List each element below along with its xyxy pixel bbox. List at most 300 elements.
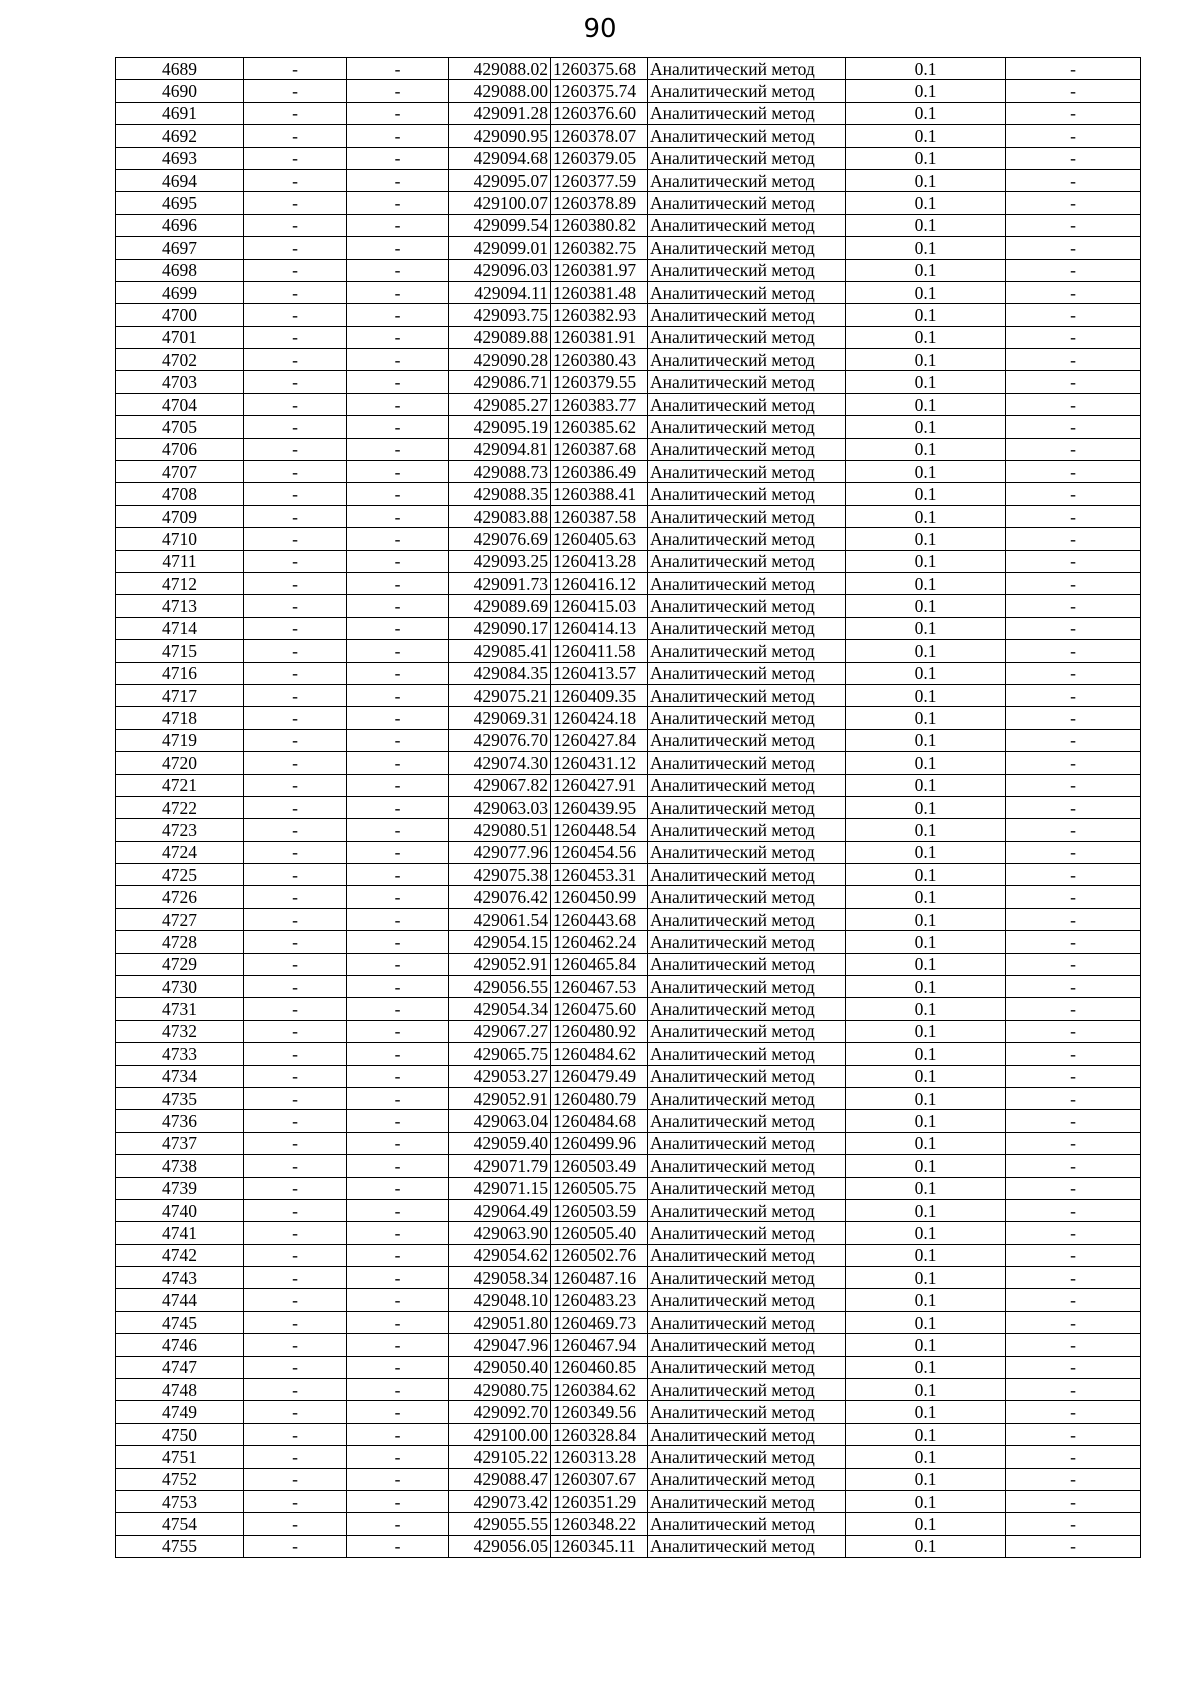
x-coordinate-cell: 429052.91 — [449, 1087, 551, 1109]
point-number-cell: 4713 — [116, 595, 244, 617]
y-coordinate-cell: 1260381.48 — [551, 281, 648, 303]
empty-value-cell: - — [244, 147, 347, 169]
point-number-cell: 4740 — [116, 1199, 244, 1221]
empty-value-cell: - — [244, 1513, 347, 1535]
method-cell: Аналитический метод — [648, 1177, 846, 1199]
point-number-cell: 4719 — [116, 729, 244, 751]
y-coordinate-cell: 1260505.40 — [551, 1222, 648, 1244]
method-cell: Аналитический метод — [648, 864, 846, 886]
y-coordinate-cell: 1260375.74 — [551, 80, 648, 102]
y-coordinate-cell: 1260386.49 — [551, 461, 648, 483]
x-coordinate-cell: 429058.34 — [449, 1267, 551, 1289]
empty-value-cell: - — [1006, 1110, 1141, 1132]
point-number-cell: 4738 — [116, 1155, 244, 1177]
method-cell: Аналитический метод — [648, 1020, 846, 1042]
empty-value-cell: - — [347, 595, 449, 617]
method-cell: Аналитический метод — [648, 1334, 846, 1356]
accuracy-cell: 0.1 — [846, 1244, 1006, 1266]
empty-value-cell: - — [1006, 729, 1141, 751]
empty-value-cell: - — [244, 550, 347, 572]
accuracy-cell: 0.1 — [846, 774, 1006, 796]
x-coordinate-cell: 429063.03 — [449, 796, 551, 818]
empty-value-cell: - — [1006, 80, 1141, 102]
table-row — [116, 1311, 1141, 1333]
point-number-cell: 4720 — [116, 752, 244, 774]
accuracy-cell: 0.1 — [846, 1334, 1006, 1356]
x-coordinate-cell: 429059.40 — [449, 1132, 551, 1154]
empty-value-cell: - — [244, 438, 347, 460]
empty-value-cell: - — [244, 1334, 347, 1356]
method-cell: Аналитический метод — [648, 1423, 846, 1445]
accuracy-cell: 0.1 — [846, 1177, 1006, 1199]
x-coordinate-cell: 429088.00 — [449, 80, 551, 102]
x-coordinate-cell: 429088.02 — [449, 58, 551, 80]
point-number-cell: 4709 — [116, 505, 244, 527]
empty-value-cell: - — [244, 1177, 347, 1199]
method-cell: Аналитический метод — [648, 102, 846, 124]
y-coordinate-cell: 1260381.97 — [551, 259, 648, 281]
empty-value-cell: - — [1006, 58, 1141, 80]
empty-value-cell: - — [347, 1401, 449, 1423]
y-coordinate-cell: 1260448.54 — [551, 819, 648, 841]
method-cell: Аналитический метод — [648, 976, 846, 998]
method-cell: Аналитический метод — [648, 147, 846, 169]
method-cell: Аналитический метод — [648, 1356, 846, 1378]
empty-value-cell: - — [1006, 147, 1141, 169]
empty-value-cell: - — [347, 662, 449, 684]
empty-value-cell: - — [1006, 1244, 1141, 1266]
point-number-cell: 4752 — [116, 1468, 244, 1490]
point-number-cell: 4708 — [116, 483, 244, 505]
empty-value-cell: - — [347, 1334, 449, 1356]
x-coordinate-cell: 429094.68 — [449, 147, 551, 169]
table-row — [116, 102, 1141, 124]
table-row — [116, 752, 1141, 774]
y-coordinate-cell: 1260348.22 — [551, 1513, 648, 1535]
empty-value-cell: - — [244, 617, 347, 639]
accuracy-cell: 0.1 — [846, 572, 1006, 594]
y-coordinate-cell: 1260503.59 — [551, 1199, 648, 1221]
empty-value-cell: - — [1006, 169, 1141, 191]
empty-value-cell: - — [1006, 931, 1141, 953]
method-cell: Аналитический метод — [648, 528, 846, 550]
point-number-cell: 4707 — [116, 461, 244, 483]
point-number-cell: 4706 — [116, 438, 244, 460]
x-coordinate-cell: 429054.62 — [449, 1244, 551, 1266]
method-cell: Аналитический метод — [648, 1379, 846, 1401]
y-coordinate-cell: 1260388.41 — [551, 483, 648, 505]
empty-value-cell: - — [347, 214, 449, 236]
accuracy-cell: 0.1 — [846, 752, 1006, 774]
empty-value-cell: - — [347, 125, 449, 147]
y-coordinate-cell: 1260405.63 — [551, 528, 648, 550]
empty-value-cell: - — [347, 796, 449, 818]
empty-value-cell: - — [1006, 1199, 1141, 1221]
empty-value-cell: - — [347, 1267, 449, 1289]
point-number-cell: 4747 — [116, 1356, 244, 1378]
accuracy-cell: 0.1 — [846, 438, 1006, 460]
empty-value-cell: - — [1006, 1334, 1141, 1356]
table-row — [116, 461, 1141, 483]
table-row — [116, 864, 1141, 886]
empty-value-cell: - — [347, 371, 449, 393]
accuracy-cell: 0.1 — [846, 259, 1006, 281]
empty-value-cell: - — [1006, 841, 1141, 863]
x-coordinate-cell: 429051.80 — [449, 1311, 551, 1333]
x-coordinate-cell: 429050.40 — [449, 1356, 551, 1378]
empty-value-cell: - — [244, 707, 347, 729]
table-row — [116, 684, 1141, 706]
method-cell: Аналитический метод — [648, 1446, 846, 1468]
point-number-cell: 4744 — [116, 1289, 244, 1311]
accuracy-cell: 0.1 — [846, 281, 1006, 303]
accuracy-cell: 0.1 — [846, 1043, 1006, 1065]
x-coordinate-cell: 429099.01 — [449, 237, 551, 259]
empty-value-cell: - — [347, 864, 449, 886]
y-coordinate-cell: 1260380.43 — [551, 349, 648, 371]
accuracy-cell: 0.1 — [846, 1311, 1006, 1333]
point-number-cell: 4705 — [116, 416, 244, 438]
accuracy-cell: 0.1 — [846, 461, 1006, 483]
y-coordinate-cell: 1260484.62 — [551, 1043, 648, 1065]
table-row — [116, 819, 1141, 841]
empty-value-cell: - — [347, 908, 449, 930]
empty-value-cell: - — [1006, 908, 1141, 930]
empty-value-cell: - — [1006, 752, 1141, 774]
accuracy-cell: 0.1 — [846, 1132, 1006, 1154]
method-cell: Аналитический метод — [648, 886, 846, 908]
empty-value-cell: - — [244, 1491, 347, 1513]
point-number-cell: 4694 — [116, 169, 244, 191]
empty-value-cell: - — [1006, 595, 1141, 617]
y-coordinate-cell: 1260502.76 — [551, 1244, 648, 1266]
empty-value-cell: - — [347, 528, 449, 550]
empty-value-cell: - — [1006, 1491, 1141, 1513]
y-coordinate-cell: 1260439.95 — [551, 796, 648, 818]
point-number-cell: 4751 — [116, 1446, 244, 1468]
y-coordinate-cell: 1260505.75 — [551, 1177, 648, 1199]
x-coordinate-cell: 429088.73 — [449, 461, 551, 483]
point-number-cell: 4743 — [116, 1267, 244, 1289]
accuracy-cell: 0.1 — [846, 1110, 1006, 1132]
point-number-cell: 4736 — [116, 1110, 244, 1132]
point-number-cell: 4726 — [116, 886, 244, 908]
accuracy-cell: 0.1 — [846, 864, 1006, 886]
point-number-cell: 4753 — [116, 1491, 244, 1513]
accuracy-cell: 0.1 — [846, 371, 1006, 393]
method-cell: Аналитический метод — [648, 349, 846, 371]
empty-value-cell: - — [1006, 1423, 1141, 1445]
accuracy-cell: 0.1 — [846, 1020, 1006, 1042]
empty-value-cell: - — [1006, 1311, 1141, 1333]
empty-value-cell: - — [244, 998, 347, 1020]
method-cell: Аналитический метод — [648, 1155, 846, 1177]
empty-value-cell: - — [347, 640, 449, 662]
empty-value-cell: - — [347, 998, 449, 1020]
table-row — [116, 1446, 1141, 1468]
empty-value-cell: - — [1006, 304, 1141, 326]
table-row — [116, 237, 1141, 259]
accuracy-cell: 0.1 — [846, 125, 1006, 147]
method-cell: Аналитический метод — [648, 729, 846, 751]
accuracy-cell: 0.1 — [846, 998, 1006, 1020]
x-coordinate-cell: 429099.54 — [449, 214, 551, 236]
method-cell: Аналитический метод — [648, 908, 846, 930]
empty-value-cell: - — [244, 214, 347, 236]
empty-value-cell: - — [347, 416, 449, 438]
method-cell: Аналитический метод — [648, 483, 846, 505]
empty-value-cell: - — [1006, 1535, 1141, 1557]
empty-value-cell: - — [1006, 416, 1141, 438]
empty-value-cell: - — [347, 1446, 449, 1468]
method-cell: Аналитический метод — [648, 1513, 846, 1535]
empty-value-cell: - — [1006, 1379, 1141, 1401]
accuracy-cell: 0.1 — [846, 169, 1006, 191]
empty-value-cell: - — [244, 595, 347, 617]
table-row — [116, 393, 1141, 415]
point-number-cell: 4700 — [116, 304, 244, 326]
table-row — [116, 214, 1141, 236]
empty-value-cell: - — [347, 550, 449, 572]
empty-value-cell: - — [244, 976, 347, 998]
empty-value-cell: - — [1006, 326, 1141, 348]
empty-value-cell: - — [1006, 550, 1141, 572]
empty-value-cell: - — [347, 1535, 449, 1557]
empty-value-cell: - — [244, 1423, 347, 1445]
x-coordinate-cell: 429063.04 — [449, 1110, 551, 1132]
x-coordinate-cell: 429093.75 — [449, 304, 551, 326]
accuracy-cell: 0.1 — [846, 416, 1006, 438]
table-row — [116, 326, 1141, 348]
accuracy-cell: 0.1 — [846, 1423, 1006, 1445]
empty-value-cell: - — [347, 1356, 449, 1378]
empty-value-cell: - — [1006, 102, 1141, 124]
empty-value-cell: - — [1006, 281, 1141, 303]
empty-value-cell: - — [244, 841, 347, 863]
accuracy-cell: 0.1 — [846, 1155, 1006, 1177]
empty-value-cell: - — [347, 326, 449, 348]
x-coordinate-cell: 429090.17 — [449, 617, 551, 639]
accuracy-cell: 0.1 — [846, 1446, 1006, 1468]
empty-value-cell: - — [1006, 640, 1141, 662]
empty-value-cell: - — [347, 1020, 449, 1042]
empty-value-cell: - — [244, 886, 347, 908]
y-coordinate-cell: 1260479.49 — [551, 1065, 648, 1087]
y-coordinate-cell: 1260499.96 — [551, 1132, 648, 1154]
y-coordinate-cell: 1260313.28 — [551, 1446, 648, 1468]
y-coordinate-cell: 1260416.12 — [551, 572, 648, 594]
method-cell: Аналитический метод — [648, 998, 846, 1020]
empty-value-cell: - — [1006, 237, 1141, 259]
table-row — [116, 1222, 1141, 1244]
point-number-cell: 4699 — [116, 281, 244, 303]
method-cell: Аналитический метод — [648, 1222, 846, 1244]
table-row — [116, 1244, 1141, 1266]
empty-value-cell: - — [347, 1199, 449, 1221]
empty-value-cell: - — [244, 640, 347, 662]
table-row — [116, 505, 1141, 527]
x-coordinate-cell: 429071.15 — [449, 1177, 551, 1199]
y-coordinate-cell: 1260480.79 — [551, 1087, 648, 1109]
empty-value-cell: - — [244, 1446, 347, 1468]
y-coordinate-cell: 1260376.60 — [551, 102, 648, 124]
y-coordinate-cell: 1260413.57 — [551, 662, 648, 684]
empty-value-cell: - — [244, 931, 347, 953]
empty-value-cell: - — [244, 1065, 347, 1087]
y-coordinate-cell: 1260379.55 — [551, 371, 648, 393]
method-cell: Аналитический метод — [648, 393, 846, 415]
empty-value-cell: - — [347, 841, 449, 863]
empty-value-cell: - — [347, 80, 449, 102]
accuracy-cell: 0.1 — [846, 796, 1006, 818]
empty-value-cell: - — [347, 572, 449, 594]
point-number-cell: 4691 — [116, 102, 244, 124]
empty-value-cell: - — [244, 1468, 347, 1490]
empty-value-cell: - — [244, 1222, 347, 1244]
accuracy-cell: 0.1 — [846, 1267, 1006, 1289]
empty-value-cell: - — [1006, 483, 1141, 505]
point-number-cell: 4704 — [116, 393, 244, 415]
empty-value-cell: - — [244, 259, 347, 281]
table-row — [116, 796, 1141, 818]
point-number-cell: 4727 — [116, 908, 244, 930]
empty-value-cell: - — [347, 1222, 449, 1244]
y-coordinate-cell: 1260467.53 — [551, 976, 648, 998]
y-coordinate-cell: 1260431.12 — [551, 752, 648, 774]
empty-value-cell: - — [1006, 1155, 1141, 1177]
method-cell: Аналитический метод — [648, 1110, 846, 1132]
empty-value-cell: - — [244, 102, 347, 124]
table-row — [116, 371, 1141, 393]
empty-value-cell: - — [347, 349, 449, 371]
empty-value-cell: - — [1006, 125, 1141, 147]
empty-value-cell: - — [1006, 528, 1141, 550]
y-coordinate-cell: 1260378.07 — [551, 125, 648, 147]
point-number-cell: 4754 — [116, 1513, 244, 1535]
empty-value-cell: - — [1006, 1222, 1141, 1244]
empty-value-cell: - — [244, 371, 347, 393]
empty-value-cell: - — [347, 1132, 449, 1154]
method-cell: Аналитический метод — [648, 371, 846, 393]
empty-value-cell: - — [1006, 1401, 1141, 1423]
empty-value-cell: - — [347, 819, 449, 841]
point-number-cell: 4689 — [116, 58, 244, 80]
accuracy-cell: 0.1 — [846, 214, 1006, 236]
empty-value-cell: - — [347, 169, 449, 191]
table-row — [116, 1177, 1141, 1199]
y-coordinate-cell: 1260345.11 — [551, 1535, 648, 1557]
accuracy-cell: 0.1 — [846, 349, 1006, 371]
point-number-cell: 4722 — [116, 796, 244, 818]
method-cell: Аналитический метод — [648, 416, 846, 438]
y-coordinate-cell: 1260385.62 — [551, 416, 648, 438]
empty-value-cell: - — [347, 1043, 449, 1065]
table-row — [116, 640, 1141, 662]
table-row — [116, 572, 1141, 594]
empty-value-cell: - — [347, 483, 449, 505]
point-number-cell: 4731 — [116, 998, 244, 1020]
method-cell: Аналитический метод — [648, 819, 846, 841]
empty-value-cell: - — [347, 259, 449, 281]
empty-value-cell: - — [347, 1155, 449, 1177]
point-number-cell: 4695 — [116, 192, 244, 214]
accuracy-cell: 0.1 — [846, 1289, 1006, 1311]
table-row — [116, 617, 1141, 639]
empty-value-cell: - — [347, 237, 449, 259]
y-coordinate-cell: 1260487.16 — [551, 1267, 648, 1289]
point-number-cell: 4750 — [116, 1423, 244, 1445]
empty-value-cell: - — [347, 1289, 449, 1311]
method-cell: Аналитический метод — [648, 1401, 846, 1423]
empty-value-cell: - — [244, 505, 347, 527]
accuracy-cell: 0.1 — [846, 528, 1006, 550]
x-coordinate-cell: 429084.35 — [449, 662, 551, 684]
y-coordinate-cell: 1260480.92 — [551, 1020, 648, 1042]
empty-value-cell: - — [244, 58, 347, 80]
accuracy-cell: 0.1 — [846, 147, 1006, 169]
table-row — [116, 998, 1141, 1020]
table-row — [116, 58, 1141, 80]
point-number-cell: 4728 — [116, 931, 244, 953]
empty-value-cell: - — [347, 304, 449, 326]
empty-value-cell: - — [244, 819, 347, 841]
empty-value-cell: - — [1006, 1289, 1141, 1311]
method-cell: Аналитический метод — [648, 572, 846, 594]
method-cell: Аналитический метод — [648, 1087, 846, 1109]
accuracy-cell: 0.1 — [846, 729, 1006, 751]
table-row — [116, 1110, 1141, 1132]
point-number-cell: 4702 — [116, 349, 244, 371]
table-row — [116, 259, 1141, 281]
x-coordinate-cell: 429075.38 — [449, 864, 551, 886]
x-coordinate-cell: 429069.31 — [449, 707, 551, 729]
empty-value-cell: - — [347, 752, 449, 774]
empty-value-cell: - — [347, 1110, 449, 1132]
accuracy-cell: 0.1 — [846, 617, 1006, 639]
empty-value-cell: - — [347, 1423, 449, 1445]
accuracy-cell: 0.1 — [846, 80, 1006, 102]
accuracy-cell: 0.1 — [846, 1535, 1006, 1557]
empty-value-cell: - — [1006, 259, 1141, 281]
x-coordinate-cell: 429090.28 — [449, 349, 551, 371]
x-coordinate-cell: 429086.71 — [449, 371, 551, 393]
empty-value-cell: - — [347, 976, 449, 998]
accuracy-cell: 0.1 — [846, 931, 1006, 953]
point-number-cell: 4721 — [116, 774, 244, 796]
x-coordinate-cell: 429076.42 — [449, 886, 551, 908]
empty-value-cell: - — [1006, 662, 1141, 684]
x-coordinate-cell: 429063.90 — [449, 1222, 551, 1244]
point-number-cell: 4715 — [116, 640, 244, 662]
x-coordinate-cell: 429091.28 — [449, 102, 551, 124]
empty-value-cell: - — [1006, 1177, 1141, 1199]
accuracy-cell: 0.1 — [846, 192, 1006, 214]
x-coordinate-cell: 429048.10 — [449, 1289, 551, 1311]
point-number-cell: 4718 — [116, 707, 244, 729]
accuracy-cell: 0.1 — [846, 1065, 1006, 1087]
table-row — [116, 976, 1141, 998]
y-coordinate-cell: 1260415.03 — [551, 595, 648, 617]
method-cell: Аналитический метод — [648, 125, 846, 147]
empty-value-cell: - — [244, 192, 347, 214]
table-body — [116, 58, 1141, 1558]
point-number-cell: 4697 — [116, 237, 244, 259]
method-cell: Аналитический метод — [648, 684, 846, 706]
x-coordinate-cell: 429088.47 — [449, 1468, 551, 1490]
empty-value-cell: - — [347, 1491, 449, 1513]
accuracy-cell: 0.1 — [846, 1401, 1006, 1423]
empty-value-cell: - — [244, 864, 347, 886]
